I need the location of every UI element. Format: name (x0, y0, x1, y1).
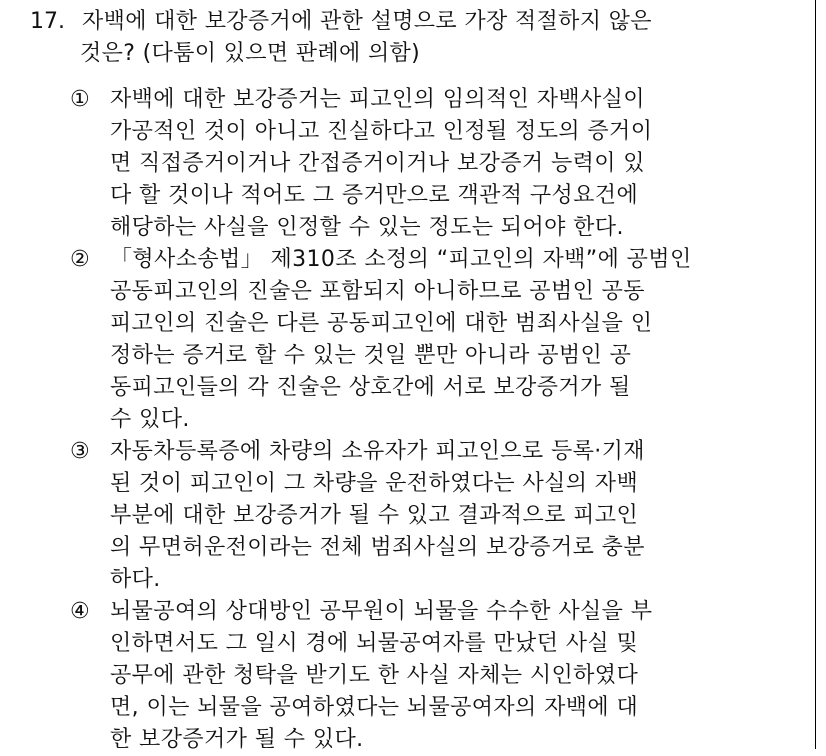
choice-text-line: 동피고인들의 각 진술은 상호간에 서로 보강증거가 될 (110, 375, 631, 400)
choice-marker: ③ (70, 439, 90, 464)
choice-marker: ④ (70, 599, 90, 624)
choice-text-line: 의 무면허운전이라는 전체 범죄사실의 보강증거로 충분 (110, 535, 645, 560)
choice-marker: ② (70, 247, 90, 272)
choice-text-line: 공무에 관한 청탁을 받기도 한 사실 자체는 시인하였다 (110, 663, 639, 688)
question-stem-line: 자백에 대한 보강증거에 관한 설명으로 가장 적절하지 않은 (82, 9, 652, 34)
choice-text-line: 면 직접증거이거나 간접증거이거나 보강증거 능력이 있 (110, 151, 645, 176)
choice-text-line: 부분에 대한 보강증거가 될 수 있고 결과적으로 피고인 (110, 503, 639, 528)
choice-text-line: 다 할 것이나 적어도 그 증거만으로 객관적 구성요건에 (110, 183, 639, 208)
choice-marker: ① (70, 87, 90, 112)
choice-text-line: 「형사소송법」 제310조 소정의 “피고인의 자백”에 공범인 (110, 247, 692, 272)
choice-text-line: 된 것이 피고인이 그 차량을 운전하였다는 사실의 자백 (110, 471, 639, 496)
choice-text-line: 공동피고인의 진술은 포함되지 아니하므로 공범인 공동 (110, 279, 645, 304)
choice-text-line: 면, 이는 뇌물을 공여하였다는 뇌물공여자의 자백에 대 (110, 695, 639, 720)
choice-text-line: 하다. (110, 567, 161, 592)
page-border-rule (815, 0, 816, 749)
choice-text-line: 해당하는 사실을 인정할 수 있는 정도는 되어야 한다. (110, 215, 624, 240)
choice-text-line: 뇌물공여의 상대방인 공무원이 뇌물을 수수한 사실을 부 (110, 599, 653, 624)
choice-text-line: 한 보강증거가 될 수 있다. (110, 727, 364, 752)
choice-text-line: 자동차등록증에 차량의 소유자가 피고인으로 등록·기재 (110, 439, 645, 464)
choice-text-line: 자백에 대한 보강증거는 피고인의 임의적인 자백사실이 (110, 87, 645, 112)
choice-text-line: 인하면서도 그 일시 경에 뇌물공여자를 만났던 사실 및 (110, 631, 639, 656)
question-number: 17. (30, 9, 65, 34)
choice-text-line: 가공적인 것이 아니고 진실하다고 인정될 정도의 증거이 (110, 119, 653, 144)
choice-text-line: 정하는 증거로 할 수 있는 것일 뿐만 아니라 공범인 공 (110, 343, 632, 368)
choice-text-line: 피고인의 진술은 다른 공동피고인에 대한 범죄사실을 인 (110, 311, 653, 336)
choice-text-line: 수 있다. (110, 407, 190, 432)
question-stem-line: 것은? (다툼이 있으면 판례에 의함) (80, 41, 421, 66)
